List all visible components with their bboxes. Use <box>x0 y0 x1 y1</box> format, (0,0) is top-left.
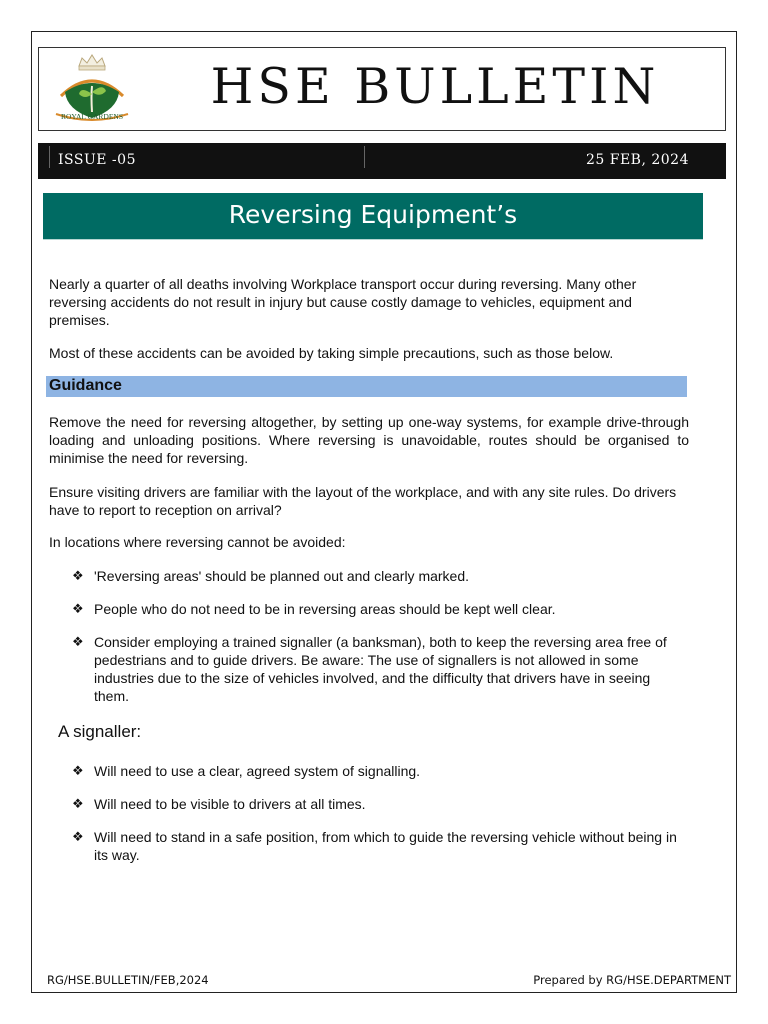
list-item <box>72 762 688 780</box>
issue-bar <box>38 143 726 179</box>
list-item <box>72 828 688 864</box>
diamond-bullet-icon: ❖ <box>72 829 84 844</box>
list-item <box>72 600 688 618</box>
list-item <box>72 795 688 813</box>
list-item-text: 'Reversing areas' should be planned out and clearly marked. <box>94 568 470 584</box>
issue-number: ISSUE -05 <box>58 152 136 168</box>
list-item <box>72 567 688 585</box>
guidance-paragraph-2: Ensure visiting drivers are familiar with the layout of the workplace, and with any site rules. Do drivers have to report to reception on arrival? <box>49 484 677 518</box>
issue-date: 25 FEB, 2024 <box>585 152 689 168</box>
footer-prepared-by: Prepared by RG/HSE.DEPARTMENT <box>533 973 731 987</box>
guidance-paragraph-3: In locations where reversing cannot be avoided: <box>49 534 346 550</box>
guidance-heading: Guidance <box>49 377 122 394</box>
list-item-text: Will need to use a clear, agreed system of signalling. <box>94 763 421 779</box>
issue-bar-divider <box>49 146 50 168</box>
list-item-text: Will need to be visible to drivers at all times. <box>94 796 366 812</box>
intro-paragraph-1: Nearly a quarter of all deaths involving Workplace transport occur during reversing. Many other reversing accidents do not result in injury but cause costly damage to vehicles, equipment and premises. <box>49 276 637 328</box>
diamond-bullet-icon: ❖ <box>72 568 84 583</box>
list-item-text: People who do not need to be in reversing areas should be kept well clear. <box>94 601 556 617</box>
diamond-bullet-icon: ❖ <box>72 763 84 778</box>
guidance-paragraph-1: Remove the need for reversing altogether, by setting up one-way systems, for example drive-through loading and unloading positions. Where reversing is unavoidable, routes should be organised to minimise the need for reversing. <box>49 414 689 466</box>
list-item-text: Consider employing a trained signaller (a banksman), both to keep the reversing area free of pedestrians and to guide drivers. Be aware: The use of signallers is not allowed in some industries due to the size of vehicles involved, and the difficulty that drivers have in seeing them. <box>94 634 667 704</box>
intro-paragraph-2: Most of these accidents can be avoided by taking simple precautions, such as those below. <box>49 345 614 361</box>
signaller-heading: A signaller: <box>58 722 142 741</box>
diamond-bullet-icon: ❖ <box>72 601 84 616</box>
footer-reference: RG/HSE.BULLETIN/FEB,2024 <box>47 973 209 987</box>
header-divider <box>38 130 726 131</box>
diamond-bullet-icon: ❖ <box>72 634 84 649</box>
bulletin-title: HSE BULLETIN <box>210 58 660 115</box>
issue-bar-divider <box>364 146 365 168</box>
list-item-text: Will need to stand in a safe position, from which to guide the reversing vehicle without being in its way. <box>94 829 677 863</box>
royal-gardens-logo <box>51 52 133 128</box>
list-item <box>72 633 688 705</box>
topic-banner <box>43 193 703 240</box>
logo-text: ROYAL GARDENS <box>60 112 124 121</box>
guidance-heading-bar <box>46 376 687 397</box>
topic-title: Reversing Equipment’s <box>228 200 518 229</box>
diamond-bullet-icon: ❖ <box>72 796 84 811</box>
